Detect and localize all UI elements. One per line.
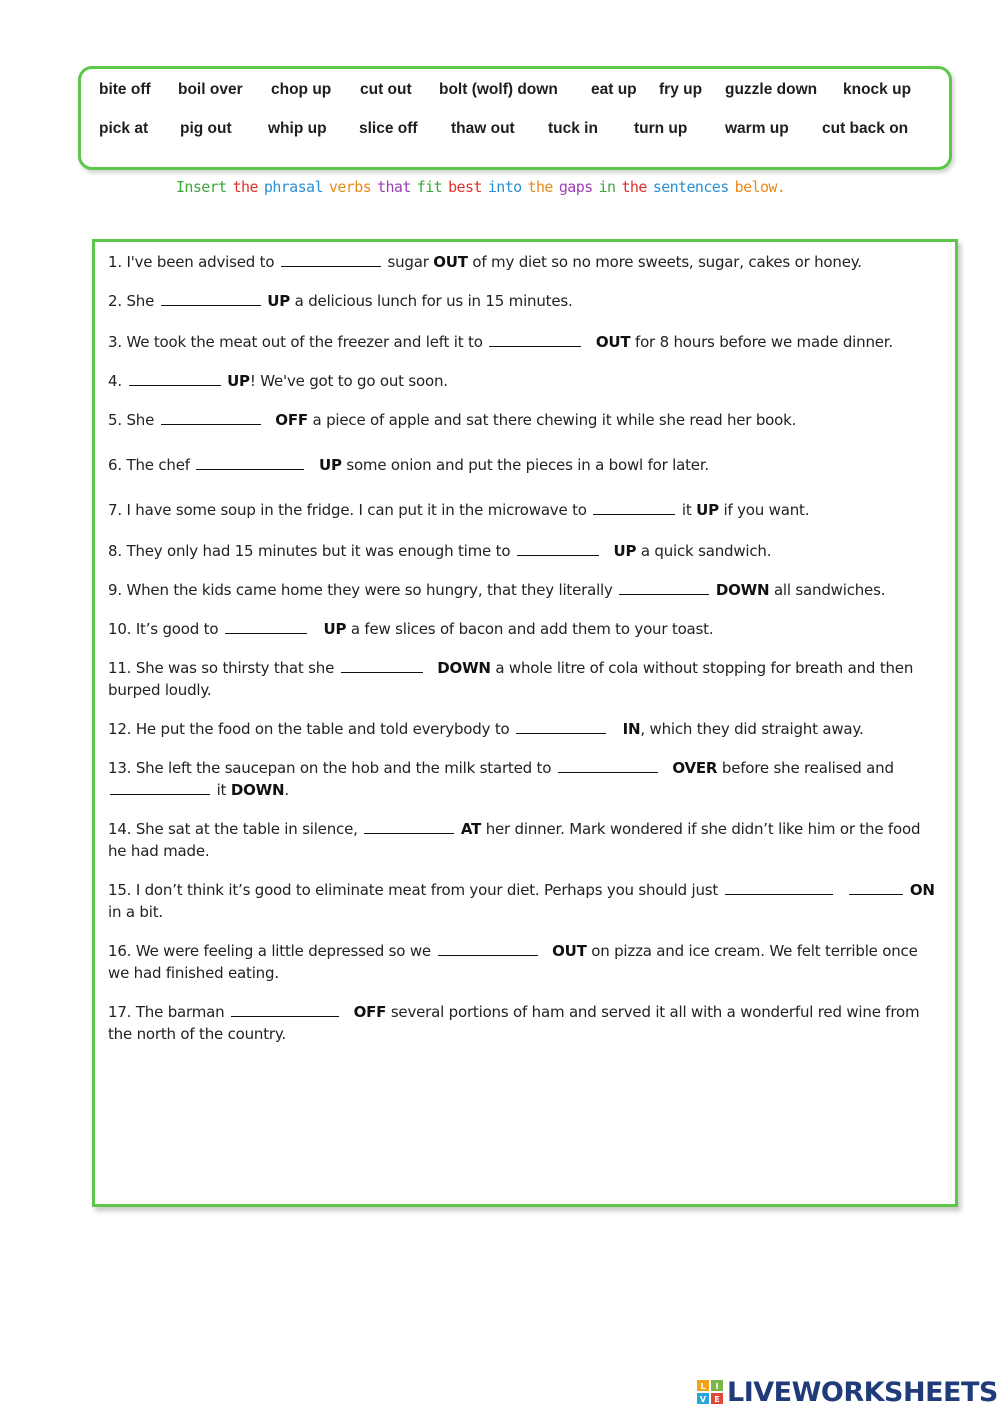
sentence-text: 3. We took the meat out of the freezer and left it to (108, 333, 483, 351)
answer-blank[interactable] (161, 291, 261, 306)
sentence-text: a delicious lunch for us in 15 minutes. (294, 292, 573, 310)
sentence-12 (108, 718, 940, 740)
sentence-text: it (216, 781, 227, 799)
sentence-5 (108, 409, 940, 431)
svg-text:E: E (714, 1395, 720, 1404)
particle: OVER (672, 759, 718, 777)
instruction (176, 178, 876, 202)
sentence-13 (108, 757, 940, 801)
exercise-box (92, 239, 958, 1207)
word-bank-item: guzzle down (725, 81, 818, 98)
sentence-text: 10. It’s good to (108, 620, 219, 638)
sentence-text: some onion and put the pieces in a bowl for later. (346, 456, 709, 474)
answer-blank[interactable] (231, 1002, 339, 1017)
sentence-17 (108, 1001, 940, 1045)
svg-text:I: I (715, 1382, 719, 1391)
particle: OUT (595, 333, 631, 351)
word-bank-item: fry up (659, 81, 703, 98)
particle: OFF (353, 1003, 387, 1021)
sentence-8 (108, 540, 940, 562)
sentence-text: a quick sandwich. (640, 542, 772, 560)
instruction-word: into (487, 178, 522, 196)
sentence-14 (108, 818, 940, 862)
sentence-text: 2. She (108, 292, 155, 310)
word-bank-item: slice off (359, 120, 418, 137)
instruction-word: that (377, 178, 411, 196)
sentence-text: 8. They only had 15 minutes but it was enough time to (108, 542, 511, 560)
answer-blank[interactable] (517, 541, 599, 556)
instruction-word: verbs (328, 178, 372, 196)
word-bank-item: bite off (99, 81, 151, 98)
particle: DOWN (437, 659, 491, 677)
word-bank-item: chop up (271, 81, 332, 98)
sentence-15 (108, 879, 940, 923)
word-bank-item: cut back on (822, 120, 909, 137)
particle: UP (227, 372, 250, 390)
particle: UP (267, 292, 291, 310)
instruction-word: phrasal (263, 178, 323, 196)
answer-blank[interactable] (225, 619, 307, 634)
word-bank-item: tuck in (548, 120, 598, 137)
sentence-text: 9. When the kids came home they were so hungry, that they literally (108, 581, 613, 599)
instruction-word: fit (416, 178, 443, 196)
sentence-text: on pizza and ice cream. We felt terrible once we had finished eating. (108, 942, 918, 982)
sentence-text: 1. I've been advised to (108, 253, 275, 271)
instruction-word: below. (734, 178, 786, 196)
sentence-text: 12. He put the food on the table and told everybody to (108, 720, 510, 738)
sentence-text: 5. She (108, 411, 155, 429)
sentence-text: a whole litre of cola without stopping for breath and then burped loudly. (108, 659, 914, 699)
sentence-text: before she realised and (721, 759, 894, 777)
particle: UP (323, 620, 347, 638)
sentence-text: , which they did straight away. (640, 720, 864, 738)
instruction-word: sentences (652, 178, 729, 196)
word-bank-item: turn up (634, 120, 688, 137)
word-bank-item: pig out (180, 120, 232, 137)
sentence-7 (108, 499, 940, 521)
instruction-word: best (448, 178, 482, 196)
sentence-text: sugar (387, 253, 429, 271)
answer-blank[interactable] (364, 819, 454, 834)
word-bank-item: eat up (591, 81, 637, 98)
particle: UP (613, 542, 637, 560)
svg-text:L: L (700, 1382, 706, 1391)
sentence-text: 16. We were feeling a little depressed so we (108, 942, 431, 960)
answer-blank[interactable] (110, 780, 210, 795)
word-bank-row-2 (81, 120, 949, 144)
answer-blank[interactable] (129, 371, 221, 386)
word-bank-item: cut out (360, 81, 412, 98)
particle: OUT (552, 942, 587, 960)
sentence-1 (108, 251, 940, 273)
particle: DOWN (715, 581, 770, 599)
answer-blank[interactable] (438, 941, 538, 956)
liveworksheets-logo (697, 1377, 997, 1409)
liveworksheets-logo-icon (697, 1380, 725, 1406)
answer-blank[interactable] (281, 252, 381, 267)
particle: OFF (275, 411, 308, 429)
sentence-text: her dinner. Mark wondered if she didn’t like him or the food he had made. (108, 820, 921, 860)
svg-text:V: V (699, 1395, 707, 1404)
word-bank (78, 66, 952, 170)
sentence-text: 14. She sat at the table in silence, (108, 820, 358, 838)
sentence-9 (108, 579, 940, 601)
sentence-text: 15. I don’t think it’s good to eliminate meat from your diet. Perhaps you should just (108, 881, 719, 899)
answer-blank[interactable] (489, 332, 581, 347)
answer-blank[interactable] (196, 455, 304, 470)
sentence-11 (108, 657, 940, 701)
sentence-text: ! We've got to go out soon. (249, 372, 448, 390)
logo-text: LIVEWORKSHEETS (727, 1377, 998, 1408)
sentence-text: 6. The chef (108, 456, 190, 474)
instruction-word: the (527, 178, 553, 196)
particle: IN (622, 720, 641, 738)
answer-blank[interactable] (341, 658, 423, 673)
sentence-text: for 8 hours before we made dinner. (634, 333, 893, 351)
instruction-word: Insert (176, 178, 227, 196)
sentence-text: 17. The barman (108, 1003, 225, 1021)
sentence-3 (108, 331, 940, 353)
sentence-10 (108, 618, 940, 640)
sentence-text: 7. I have some soup in the fridge. I can put it in the microwave to (108, 501, 587, 519)
word-bank-item: warm up (725, 120, 789, 137)
instruction-word: gaps (558, 178, 593, 196)
sentence-text: 4. (108, 372, 122, 390)
sentence-text: it (681, 501, 692, 519)
particle: OUT (433, 253, 468, 271)
word-bank-item: pick at (99, 120, 149, 137)
sentence-2 (108, 290, 940, 312)
sentence-text: a few slices of bacon and add them to your toast. (350, 620, 714, 638)
sentence-text: 13. She left the saucepan on the hob and the milk started to (108, 759, 552, 777)
instruction-word: the (232, 178, 258, 196)
sentence-text: a piece of apple and sat there chewing it while she read her book. (312, 411, 797, 429)
word-bank-item: whip up (268, 120, 327, 137)
particle: DOWN (230, 781, 285, 799)
instruction-word: in (598, 178, 616, 196)
answer-blank[interactable] (725, 880, 833, 895)
particle: AT (460, 820, 482, 838)
word-bank-item: bolt (wolf) down (439, 81, 558, 98)
word-bank-item: thaw out (451, 120, 515, 137)
sentence-text: of my diet so no more sweets, sugar, cakes or honey. (472, 253, 862, 271)
answer-blank[interactable] (516, 719, 606, 734)
sentence-6 (108, 454, 940, 476)
answer-blank[interactable] (619, 580, 709, 595)
particle: ON (909, 881, 935, 899)
word-bank-item: boil over (178, 81, 243, 98)
sentence-16 (108, 940, 940, 984)
answer-blank[interactable] (849, 880, 903, 895)
sentence-text: all sandwiches. (773, 581, 886, 599)
answer-blank[interactable] (161, 410, 261, 425)
particle: UP (318, 456, 342, 474)
word-bank-item: knock up (843, 81, 912, 98)
instruction-word: the (621, 178, 647, 196)
sentence-text: . (284, 781, 289, 799)
sentence-text: 11. She was so thirsty that she (108, 659, 335, 677)
particle: UP (696, 501, 719, 519)
sentence-text: in a bit. (108, 903, 163, 921)
answer-blank[interactable] (593, 500, 675, 515)
sentence-text: if you want. (723, 501, 810, 519)
answer-blank[interactable] (558, 758, 658, 773)
word-bank-row-1 (81, 81, 949, 105)
sentence-4 (108, 370, 940, 392)
sentence-text: several portions of ham and served it all with a wonderful red wine from the north of the country. (108, 1003, 920, 1043)
